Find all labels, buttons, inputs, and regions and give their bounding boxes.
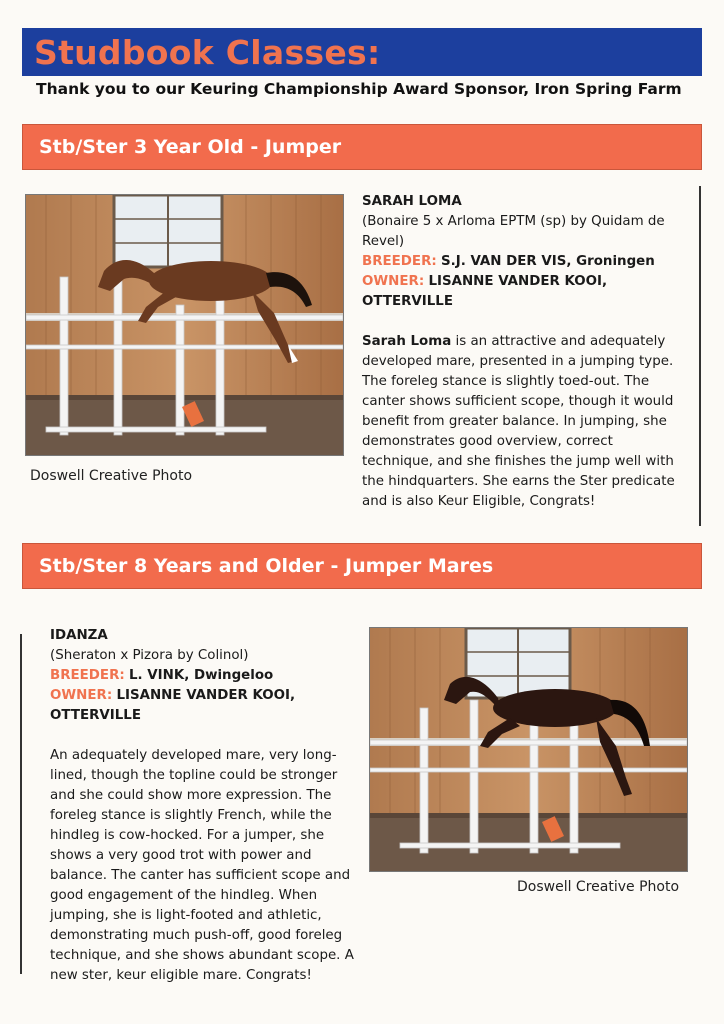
title-banner: [22, 28, 702, 76]
divider-line: [699, 186, 701, 526]
description: [50, 746, 358, 986]
description: [362, 332, 682, 512]
horse-photo-sarah-loma: [25, 194, 344, 456]
horse-name: SARAH LOMA: [362, 194, 462, 209]
owner-value: LISANNE VANDER KOOI, OTTERVILLE: [50, 688, 296, 723]
sponsor-line: Thank you to our Keuring Championship Award Sponsor, Iron Spring Farm: [36, 80, 682, 98]
breeder-value: S.J. VAN DER VIS, Groningen: [441, 254, 655, 269]
section-heading-8yo: [22, 543, 702, 589]
photo-caption: Doswell Creative Photo: [30, 468, 193, 484]
description-body: is an attractive and adequately developed mare, presented in a jumping type. The foreleg stance is slightly toed-out. The canter shows sufficient scope, though it would benefit from greater balance. In jumping, she demonstrates good overview, correct technique, and she finishes the jump well with the hindquarters. She earns the Ster predicate and is also Keur Eligible, Congrats!: [362, 334, 675, 509]
breeder-label: BREEDER:: [50, 668, 125, 683]
jumping-horse-image: [370, 628, 687, 871]
horse-name: IDANZA: [50, 628, 108, 643]
breeder-value: L. VINK, Dwingeloo: [129, 668, 274, 683]
breeder-line: [50, 666, 358, 686]
divider-line: [20, 634, 22, 974]
breeder-label: BREEDER:: [362, 254, 437, 269]
photo-caption: Doswell Creative Photo: [517, 879, 680, 895]
owner-line: [50, 686, 358, 726]
owner-value: LISANNE VANDER KOOI, OTTERVILLE: [362, 274, 608, 309]
owner-line: [362, 272, 682, 312]
page-title: Studbook Classes:: [34, 32, 381, 72]
section-heading-3yo: [22, 124, 702, 170]
owner-label: OWNER:: [50, 688, 113, 703]
owner-label: OWNER:: [362, 274, 425, 289]
pedigree: (Bonaire 5 x Arloma EPTM (sp) by Quidam de Revel): [362, 214, 665, 249]
horse-entry-idanza: [50, 626, 358, 986]
jumping-horse-image: [26, 195, 343, 455]
description-body: An adequately developed mare, very long-lined, though the topline could be stronger and she could show more expression. The foreleg stance is slightly French, while the hindleg is cow-hocked. For a jumper, she shows a very good trot with power and balance. The canter has sufficient scope and good engagement of the hindleg. When jumping, she is light-footed and athletic, demonstrating much push-off, good foreleg technique, and she shows abundant scope. A new ster, keur eligible mare. Congrats!: [50, 748, 354, 983]
section-heading-text: Stb/Ster 3 Year Old - Jumper: [39, 136, 342, 158]
breeder-line: [362, 252, 682, 272]
description-lead: Sarah Loma: [362, 334, 452, 349]
horse-photo-idanza: [369, 627, 688, 872]
horse-entry-sarah-loma: [362, 192, 682, 512]
pedigree: (Sheraton x Pizora by Colinol): [50, 648, 249, 663]
section-heading-text: Stb/Ster 8 Years and Older - Jumper Mares: [39, 555, 494, 577]
